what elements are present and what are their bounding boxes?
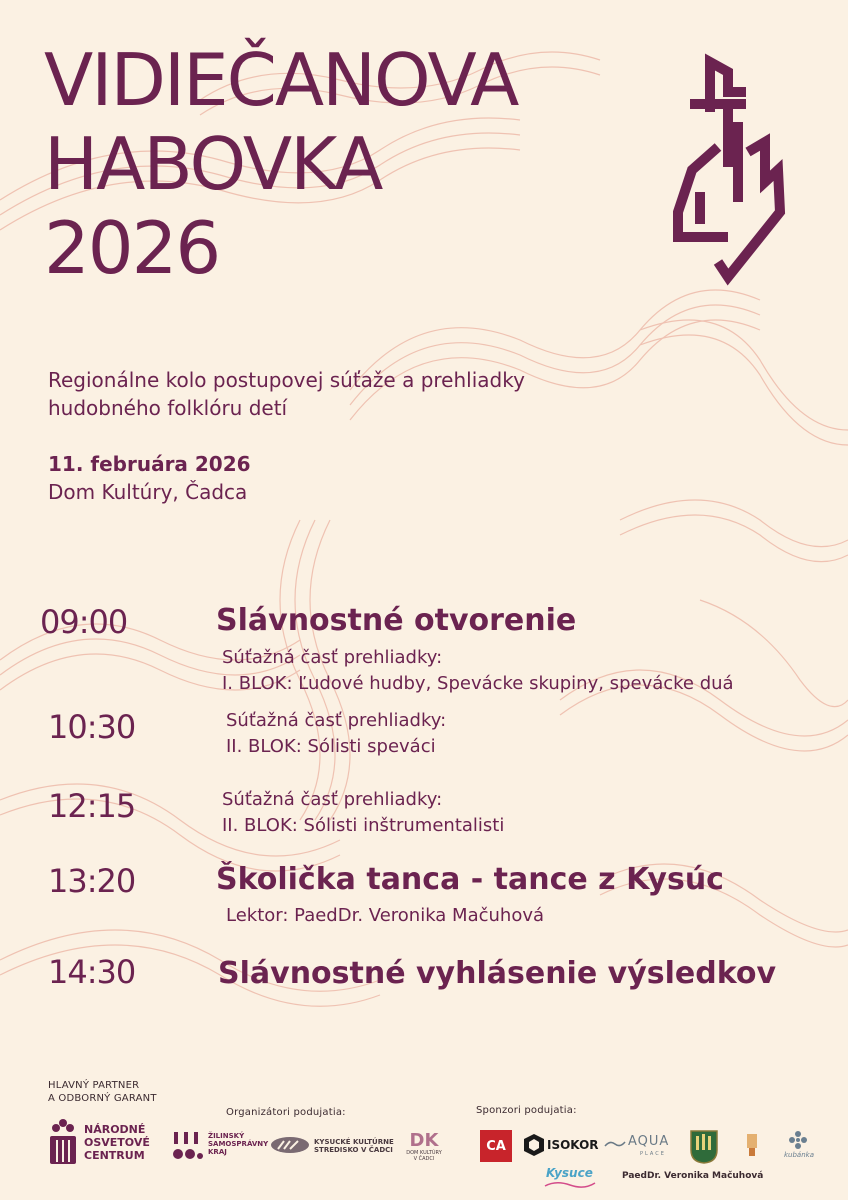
sponsor-small-crest-icon [744,1132,760,1158]
program-line-3a: Súťažná časť prehliadky: [222,789,443,810]
program-heading-4: Školička tanca - tance z Kysúc [216,862,724,897]
program-time-3: 12:15 [48,787,136,825]
title-line-3: 2026 [44,206,220,290]
program-time-5: 14:30 [48,953,136,991]
partner-label-1: HLAVNÝ PARTNER [48,1080,140,1091]
program-line-2a: Súťažná časť prehliadky: [226,710,447,731]
program-line-3b: II. BLOK: Sólisti inštrumentalisti [222,815,505,836]
program-time-4: 13:20 [48,862,136,900]
program-heading-1: Slávnostné otvorenie [216,603,577,638]
zsk-crest-icon [172,1130,204,1164]
noc-flower-icon [48,1118,78,1166]
program-time-2: 10:30 [48,708,136,746]
organizers-label: Organizátori podujatia: [226,1107,346,1118]
title-line-1: VIDIEČANOVA [44,38,518,122]
dk-mark: DK [409,1130,439,1151]
kks-logo-icon [270,1136,310,1154]
dk-logo [402,1132,446,1162]
kks-line-1: KYSUCKÉ KULTÚRNE [314,1138,394,1146]
partner-label-2: A ODBORNÝ GARANT [48,1093,157,1104]
ca-logo: CA [480,1130,512,1162]
subtitle-line-2: hudobného folklóru detí [48,396,288,420]
sponsors-label: Sponzori podujatia: [476,1105,577,1116]
program-line-1b: I. BLOK: Ľudové hudby, Spevácke skupiny, spevácke duá [222,673,734,694]
aqua-logo-sub: PLACE [640,1151,666,1157]
zsk-line-1: ŽILINSKÝ [208,1132,245,1140]
noc-line-3: CENTRUM [84,1148,145,1162]
dk-line-1: DOM KULTÚRY [406,1150,442,1156]
habovka-instrument-logo [670,52,790,287]
zsk-line-2: SAMOSPRÁVNY [208,1140,269,1148]
town-crest-icon [690,1130,718,1164]
kubanka-flower-icon [788,1130,808,1150]
event-venue: Dom Kultúry, Čadca [48,480,248,504]
subtitle-line-1: Regionálne kolo postupovej súťaže a prehliadky [48,368,525,392]
sponsor-person: PaedDr. Veronika Mačuhová [622,1171,764,1181]
title-line-2: HABOVKA [44,122,382,206]
event-title [44,38,517,290]
noc-line-1: NÁRODNÉ [84,1122,146,1136]
event-date: 11. februára 2026 [48,452,251,476]
isokor-hex-icon [523,1133,545,1157]
isokor-logo-text: ISOKOR [547,1138,599,1152]
kysuce-wave-icon [544,1180,596,1190]
zsk-logo-text [208,1132,268,1156]
kks-logo-text [314,1138,394,1154]
kks-line-2: STREDISKO V ČADCI [314,1146,393,1154]
program-time-1: 09:00 [40,603,128,641]
aqua-logo-text: AQUA [628,1134,670,1149]
program-line-1a: Súťažná časť prehliadky: [222,647,443,668]
noc-line-2: OSVETOVÉ [84,1135,150,1149]
dk-line-2: V ČADCI [413,1156,435,1162]
program-heading-5: Slávnostné vyhlásenie výsledkov [218,956,777,991]
program-line-4a: Lektor: PaedDr. Veronika Mačuhová [226,905,545,926]
event-subtitle [48,366,525,422]
kysuce-logo-text: Kysuce [546,1166,593,1180]
zsk-line-3: KRAJ [208,1148,227,1156]
noc-logo [48,1118,150,1166]
aqua-wave-icon [604,1139,626,1149]
kubanka-logo-text: kubánka [784,1151,815,1159]
program-line-2b: II. BLOK: Sólisti speváci [226,736,436,757]
